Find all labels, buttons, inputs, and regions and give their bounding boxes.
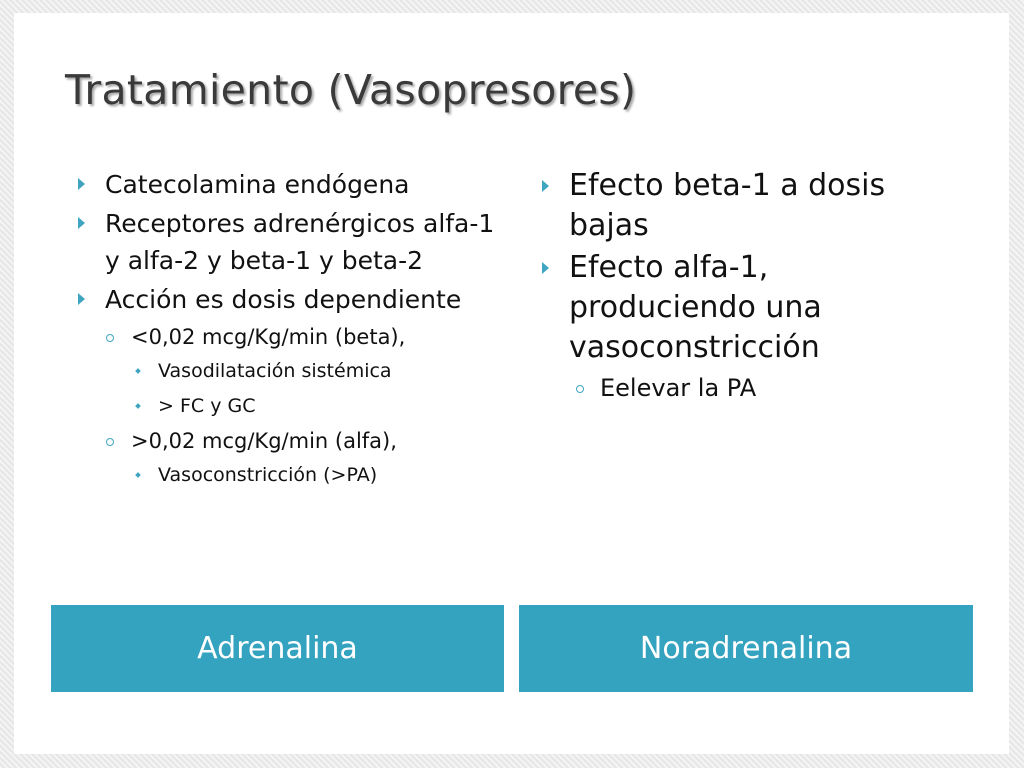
sub-bullet-text: <0,02 mcg/Kg/min (beta), [131, 325, 406, 349]
ring-bullet-icon [106, 438, 114, 446]
bullet-text: Receptores adrenérgicos alfa-1 y alfa-2 y beta-1 y beta-2 [105, 209, 495, 275]
left-bullet-list [76, 166, 496, 493]
sub-sub-bullet-item [76, 389, 496, 424]
sub-sub-bullet-text: > FC y GC [158, 395, 256, 417]
ring-bullet-icon [576, 385, 584, 393]
dot-bullet-icon [135, 368, 141, 374]
sub-bullet-item [76, 424, 496, 458]
sub-bullet-text: Eelevar la PA [600, 374, 757, 402]
dot-bullet-icon [135, 472, 141, 478]
bullet-text: Efecto beta-1 a dosis bajas [569, 168, 886, 243]
bullet-item [540, 166, 950, 246]
adrenalina-label-box [51, 605, 504, 692]
bullet-item [76, 166, 496, 203]
arrow-bullet-icon [542, 262, 549, 274]
right-bullet-list [540, 166, 950, 406]
adrenalina-label: Adrenalina [197, 631, 358, 666]
slide-title: Tratamiento (Vasopresores) [65, 66, 637, 114]
arrow-bullet-icon [78, 293, 85, 305]
arrow-bullet-icon [78, 178, 85, 190]
sub-bullet-item [76, 320, 496, 354]
bullet-item [76, 205, 496, 279]
sub-sub-bullet-item [76, 354, 496, 389]
arrow-bullet-icon [542, 180, 549, 192]
arrow-bullet-icon [78, 217, 85, 229]
bullet-item [540, 248, 950, 368]
sub-bullet-item [540, 370, 950, 406]
dot-bullet-icon [135, 403, 141, 409]
bullet-text: Acción es dosis dependiente [105, 285, 462, 314]
ring-bullet-icon [106, 334, 114, 342]
noradrenalina-label: Noradrenalina [639, 631, 853, 666]
bullet-item [76, 281, 496, 318]
bullet-text: Catecolamina endógena [105, 170, 410, 199]
sub-sub-bullet-item [76, 458, 496, 493]
sub-sub-bullet-text: Vasodilatación sistémica [158, 360, 392, 382]
bullet-text: Efecto alfa-1, produciendo una vasoconstricción [569, 250, 822, 365]
sub-bullet-text: >0,02 mcg/Kg/min (alfa), [131, 429, 397, 453]
noradrenalina-label-box [519, 605, 973, 692]
sub-sub-bullet-text: Vasoconstricción (>PA) [158, 464, 378, 486]
